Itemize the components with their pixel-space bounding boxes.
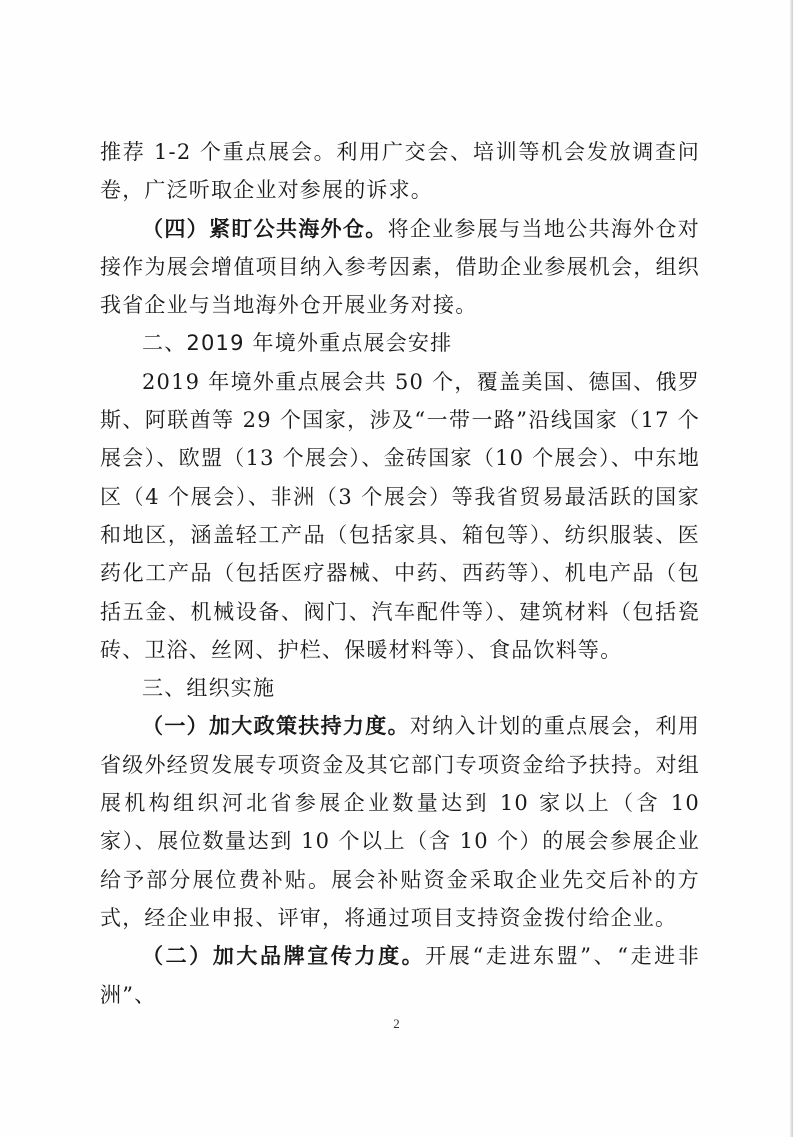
paragraph-text: 推荐 1-2 个重点展会。利用广交会、培训等机会发放调查问卷，广泛听取企业对参展的诉求。 bbox=[100, 140, 700, 203]
section-lead-4: （四）紧盯公共海外仓。 bbox=[142, 216, 388, 241]
paragraph-policy-support bbox=[100, 707, 700, 937]
paragraph-overseas-warehouse bbox=[100, 210, 700, 325]
section-heading-2: 二、2019 年境外重点展会安排 bbox=[142, 331, 453, 356]
paragraph-text: 开展“走进东盟”、“走进非洲”、 bbox=[100, 944, 700, 1007]
paragraph-text: 将企业参展与当地公共海外仓对接作为展会增值项目纳入参考因素，借助企业参展机会，组织我省企业与当地海外仓开展业务对接。 bbox=[100, 216, 700, 318]
page-number: 2 bbox=[393, 1016, 400, 1031]
paragraph-exhibition-arrangement bbox=[100, 363, 700, 669]
paragraph-text: 对纳入计划的重点展会，利用省级外经贸发展专项资金及其它部门专项资金给予扶持。对组展机构组织河北省参展企业数量达到 10 家以上（含 10 家）、展位数量达到 10 个以上（含 10 个）的展会参展企业给予部分展位费补贴。展会补贴资金采取企业先交后补的方式，经企业申报、评审，将通过项目支持资金拨付给企业。 bbox=[100, 714, 700, 930]
section-lead-1: （一）加大政策扶持力度。 bbox=[142, 714, 410, 739]
paragraph-brand-promotion bbox=[100, 937, 700, 1014]
paragraph-text: 2019 年境外重点展会共 50 个，覆盖美国、德国、俄罗斯、阿联酋等 29 个国家，涉及“一带一路”沿线国家（17 个展会）、欧盟（13 个展会）、金砖国家（10 个展会）、中东地区（4 个展会）、非洲（3 个展会）等我省贸易最活跃的国家和地区，涵盖轻工产品（包括家具、箱包等）、纺织服装、医药化工产品（包括医疗器械、中药、西药等）、机电产品（包括五金、机械设备、阀门、汽车配件等）、建筑材料（包括瓷砖、卫浴、丝网、护栏、保暖材料等）、食品饮料等。 bbox=[100, 369, 700, 662]
section-lead-2: （二）加大品牌宣传力度。 bbox=[142, 944, 426, 969]
paragraph-recommend-exhibitions bbox=[100, 133, 700, 210]
section-heading-3: 三、组织实施 bbox=[142, 676, 276, 701]
document-body bbox=[100, 133, 700, 1014]
